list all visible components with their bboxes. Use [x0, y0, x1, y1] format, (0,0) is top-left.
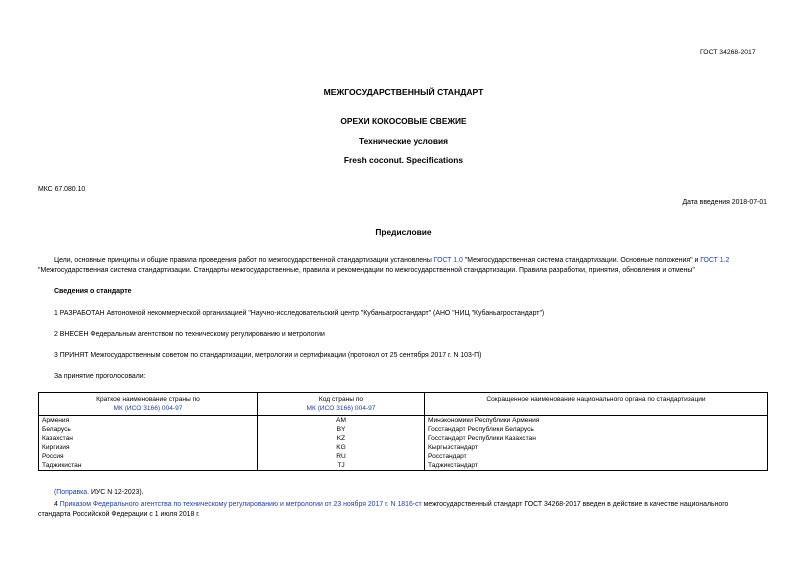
table-header-row [39, 393, 768, 416]
body-cell: Госстандарт Республики Беларусь [425, 425, 768, 434]
code-cell: AM [258, 416, 425, 426]
standard-subtitle: Технические условия [358, 136, 449, 146]
mk-iso-link[interactable]: МК (ИСО 3166) 004-97 [113, 405, 183, 412]
standard-title: ОРЕХИ КОКОСОВЫЕ СВЕЖИЕ [340, 116, 467, 126]
gost-1-2-link[interactable]: ГОСТ 1.2 [700, 257, 730, 264]
item-3: 3 ПРИНЯТ Межгосударственным советом по стандартизации, метрологии и сертификации (протокол от 25 сентября 2017 г. N 103-П) [54, 352, 482, 359]
foreword-text: Цели, основные принципы и общие правила проведения работ по межгосударственной стандартизации установлены [54, 257, 434, 264]
mks-code: МКС 67.080.10 [38, 186, 86, 193]
country-cell: Таджикистан [39, 461, 258, 471]
country-cell: Беларусь [39, 425, 258, 434]
amendment-note: (Поправка. ИУС N 12-2023). [54, 489, 144, 496]
code-cell: RU [258, 452, 425, 461]
item-4-line1: 4 Приказом Федерального агентства по техническому регулированию и метрологии от 23 ноября 2017 г. N 1816-ст межгосударственный стандарт ГОСТ 34268-2017 введен в действие в качестве национального [54, 501, 729, 508]
english-title: Fresh coconut. Specifications [343, 155, 464, 165]
voted-label: За принятие проголосовали: [54, 373, 146, 380]
table-row [39, 416, 768, 426]
header-country: Краткое наименование страны по МК (ИСО 3166) 004-97 [39, 393, 258, 416]
code-cell: BY [258, 425, 425, 434]
body-cell: Росстандарт [425, 452, 768, 461]
code-cell: KG [258, 443, 425, 452]
table-row [39, 425, 768, 434]
table-row [39, 443, 768, 452]
doc-code: ГОСТ 34268-2017 [700, 49, 756, 56]
standard-type-heading: МЕЖГОСУДАРСТВЕННЫЙ СТАНДАРТ [323, 87, 484, 97]
table-row [39, 452, 768, 461]
country-cell: Киргизия [39, 443, 258, 452]
header-code: Код страны по МК (ИСО 3166) 004-97 [258, 393, 425, 416]
voting-table [38, 392, 768, 471]
foreword-text: "Межгосударственная система стандартизации. Основные положения" и [462, 257, 701, 264]
country-cell: Россия [39, 452, 258, 461]
gost-1-0-link[interactable]: ГОСТ 1.0 [433, 257, 463, 264]
mk-iso-link[interactable]: МК (ИСО 3166) 004-97 [306, 405, 376, 412]
table-row [39, 434, 768, 443]
order-link[interactable]: Приказом Федерального агентства по техническому регулированию и метрологии от 23 ноября 2017 г. N 1816-ст [59, 501, 422, 508]
info-heading: Сведения о стандарте [54, 288, 132, 295]
table-row [39, 461, 768, 471]
body-cell: Минэкономики Республики Армения [425, 416, 768, 426]
item-4-line2: стандарта Российской Федерации с 1 июля 2018 г. [38, 511, 200, 518]
item-1: 1 РАЗРАБОТАН Автономной некоммерческой организацией "Научно-исследовательский центр "Кубаньагростандарт" (АНО "НИЦ "Кубаньагростандарт") [54, 310, 545, 317]
foreword-paragraph-line1 [54, 256, 729, 266]
foreword-heading: Предисловие [375, 227, 432, 237]
code-cell: KZ [258, 434, 425, 443]
header-body: Сокращенное наименование национального органа по стандартизации [425, 393, 768, 416]
body-cell: Госстандарт Республики Казахстан [425, 434, 768, 443]
item-2: 2 ВНЕСЕН Федеральным агентством по техническому регулированию и метрологии [54, 331, 325, 338]
foreword-paragraph-line2: "Межгосударственная система стандартизации. Стандарты межгосударственные, правила и рекомендации по межгосударственной стандартизации. Правила разработки, принятия, обновления и отмены" [38, 267, 695, 274]
country-cell: Армения [39, 416, 258, 426]
code-cell: TJ [258, 461, 425, 471]
intro-date: Дата введения 2018-07-01 [682, 199, 767, 206]
amendment-link[interactable]: Поправка [56, 489, 88, 496]
country-cell: Казахстан [39, 434, 258, 443]
body-cell: Кыргызстандарт [425, 443, 768, 452]
body-cell: Таджикстандарт [425, 461, 768, 471]
